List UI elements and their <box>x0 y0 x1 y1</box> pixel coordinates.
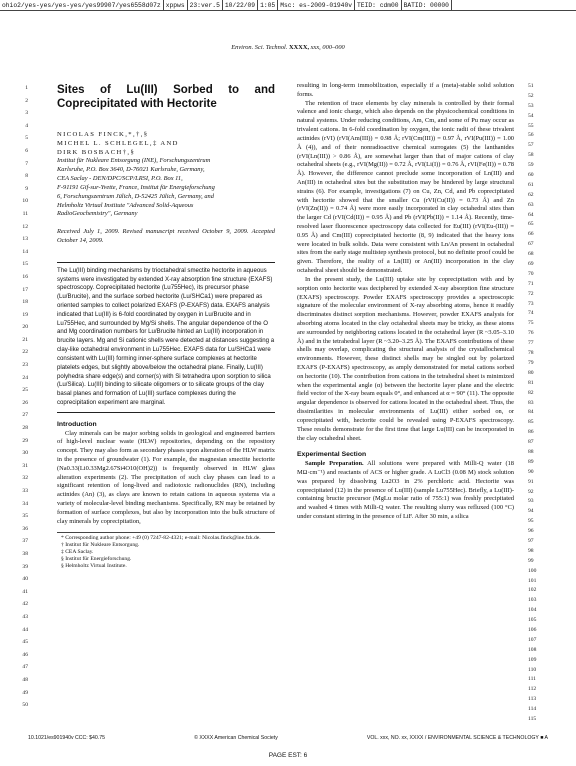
line-number: 5 <box>25 135 28 142</box>
line-number: 16 <box>22 273 28 280</box>
line-number: 67 <box>528 241 534 248</box>
line-number: 20 <box>22 324 28 331</box>
right-column <box>297 82 514 522</box>
author-list <box>57 131 275 157</box>
line-number: 111 <box>528 676 536 683</box>
line-number: 1 <box>25 85 28 91</box>
line-number: 87 <box>528 439 534 446</box>
line-number: 21 <box>22 336 28 343</box>
affiliation-line: RadioGeochemistry", Germany <box>57 210 138 218</box>
line-number: 42 <box>22 601 28 608</box>
line-number: 107 <box>528 636 537 643</box>
proof-header-cell: 1:05 <box>258 0 278 11</box>
line-number: 105 <box>528 617 537 624</box>
line-number: 27 <box>22 412 28 419</box>
line-number: 84 <box>528 409 534 416</box>
line-number: 101 <box>528 577 537 584</box>
line-numbers-right <box>528 82 544 725</box>
line-number: 23 <box>22 362 28 369</box>
line-number: 70 <box>528 270 534 277</box>
author-line: NICOLAS FINCK,*,†,§ <box>57 131 149 138</box>
line-number: 51 <box>528 83 534 89</box>
line-number: 54 <box>528 112 534 119</box>
line-number: 12 <box>22 223 28 230</box>
line-number: 104 <box>528 607 537 614</box>
proof-header-cell: 10/22/09 <box>223 0 258 11</box>
affiliation-line: 6, Forschungszentrum Jülich, D-52425 Jülich, Germany, and <box>57 192 214 200</box>
line-numbers-left <box>12 84 28 714</box>
line-number: 32 <box>22 475 28 482</box>
affiliation-line: Institut für Nukleare Entsorgung (INE), Forschungszentrum <box>57 157 211 165</box>
line-number: 45 <box>22 639 28 646</box>
line-number: 85 <box>528 419 534 426</box>
line-number: 74 <box>528 310 534 317</box>
line-number: 7 <box>25 160 28 167</box>
proof-header-cell: xppws <box>164 0 188 11</box>
footnote: § Institut für Energieforschung. <box>61 555 132 562</box>
line-number: 68 <box>528 251 534 258</box>
line-number: 79 <box>528 359 534 366</box>
line-number: 18 <box>22 299 28 306</box>
proof-header-bar <box>0 0 576 11</box>
line-number: 31 <box>22 462 28 469</box>
line-number: 93 <box>528 498 534 505</box>
journal-name: Environ. Sci. Technol. <box>231 44 288 51</box>
line-number: 48 <box>22 676 28 683</box>
author-line: DIRK BOSBACH†,§ <box>57 148 136 156</box>
line-number: 34 <box>22 500 28 507</box>
proof-header-cell: 23:ver.5 <box>188 0 223 11</box>
affiliation-line: F-91191 Gif-sur-Yvette, France, Institut für Energieforschung <box>57 183 215 191</box>
line-number: 71 <box>528 280 534 287</box>
line-number: 26 <box>22 399 28 406</box>
experimental-paragraph <box>297 460 514 522</box>
line-number: 113 <box>528 696 537 703</box>
line-number: 108 <box>528 646 537 653</box>
line-number: 2 <box>25 97 28 104</box>
running-head <box>0 44 576 51</box>
line-number: 69 <box>528 261 534 268</box>
line-number: 72 <box>528 290 534 297</box>
line-number: 15 <box>22 261 28 268</box>
page-estimate: PAGE EST: 6 <box>268 752 308 759</box>
line-number: 46 <box>22 651 28 658</box>
body-paragraph: In the present study, the Lu(III) uptake site by coprecipitation with and by sorption onto hectorite was deciphered by extended X-ray absorption fine structure (EXAFS) spectroscopy. Powder EXAFS spectroscopy provides a spectroscopic signature of the molecular environment of X-ray absorbing atoms, hence it readily discriminates distinct sorption mechanisms. However, powder EXAFS analysis for absorbing atoms located in the clay octahedral sheets may be tricky, as these atoms are surrounded by neighboring cations located in the octahedral layer (R ~3.05–3.10 Å) and in the tetrahedral layer (R ~3.20–3.25 Å). The EXAFS contributions of these shells may overlap, complicating the structural analysis of the crystallochemical environments. However, these distinct shells may be singled out by polarized EXAFS (P-EXAFS) spectroscopy, as amply demonstrated for metal cations sorbed on hectorite (10). The contribution from cations in the tetrahedral sheet is minimized when the experimental angle (α) between the hectorite layer plane and the electric field vector of the X-ray beam equals 0°, and enhanced at α = 90° (11). The opposite angular dependence is observed for cations located in the octahedral sheet. Thus, the dissimilarities in molecular environments of Lu(III) either sorbed on, or coprecipitated with, hectorite could be revealed using P-EXAFS spectroscopy. These results demonstrate for the first time that large Lu(III) can be incorporated in the clay octahedral sheet. <box>297 275 514 442</box>
line-number: 115 <box>528 716 537 722</box>
run-in-heading: Sample Preparation. <box>305 460 364 468</box>
line-number: 90 <box>528 468 534 475</box>
page-footer <box>28 735 548 741</box>
received-dates: Received July 1, 2009. Revised manuscript received October 9, 2009. Accepted October 14, 2009. <box>57 228 275 244</box>
line-number: 35 <box>22 513 28 520</box>
line-number: 44 <box>22 626 28 633</box>
line-number: 3 <box>25 110 28 117</box>
line-number: 106 <box>528 626 537 633</box>
line-number: 63 <box>528 201 534 208</box>
journal-volume: XXXX, <box>289 44 310 51</box>
abstract: The Lu(III) binding mechanisms by trioctahedral smectite hectorite in aqueous systems were investigated by extended X-ray absorption fine structure (EXAFS) spectroscopy. Coprecipitated hectorite (Lu755Hec), its precursor phase (Lu/Brucite), and the surface sorbed hectorite (Lu/SHCa1) were prepared as oriented samples to collect polarized EXAFS (P-EXAFS) data. EXAFS analysis indicated that Lu(III) is 6-fold coordinated by oxygen in Lu/Brucite and in Lu755Hec, and surrounded by Mg/Si shells. The angular dependence of the O and Mg coordination numbers for Lu/Brucite hinted an Lu(III) incorporation in brucite layers. Mg and Si cationic shells were detected at distances suggesting a clay-like octahedral environment in Lu755Hec. EXAFS data for Lu/SHCa1 were consistent with Lu(III) forming inner-sphere surface complexes at hectorite platelets edges, but slightly above/below the octahedral plane. Finally, Lu(III) polyhedra share edge(s) and corner(s) with Si tetrahedra upon sorption to silica (Lu/Silica). Lu(III) binding to silicate oligomers or to silicate groups of the clay basal planes and formation of Lu(III) surface complexes during the coprecipitation experiment are marginal. <box>57 262 275 413</box>
experimental-text: All solutions were prepared with Milli-Q water (18 MΩ·cm⁻¹) and reactants of ACS or higher grade. A LuCl3 (0.08 M) stock solution was prepared by dissolving Lu2O3 in 2% perchloric acid. Hectorite was coprecipitated (12) in the presence of Lu(III) (sample Lu755Hec). Briefly, a Lu(III)-containing brucite precursor (MgLu molar ratio of 755:1) was freshly precipitated and washed 4 times with Milli-Q water. The resulting slurry was refluxed (100 °C) under constant stirring in the presence of LiF. After 30 min, a silica <box>297 460 514 520</box>
footnote: § Helmholtz Virtual Institute. <box>61 562 127 569</box>
line-number: 57 <box>528 142 534 149</box>
line-number: 40 <box>22 576 28 583</box>
line-number: 114 <box>528 706 537 713</box>
line-number: 65 <box>528 221 534 228</box>
line-number: 22 <box>22 349 28 356</box>
footnote: * Corresponding author phone: +49 (0) 7247-82-4321; e-mail: Nicolas.finck@ine.fzk.de. <box>61 534 261 541</box>
affiliations <box>57 157 275 219</box>
line-number: 38 <box>22 550 28 557</box>
line-number: 52 <box>528 92 534 99</box>
line-number: 62 <box>528 191 534 198</box>
line-number: 47 <box>22 664 28 671</box>
line-number: 60 <box>528 172 534 179</box>
line-number: 110 <box>528 666 537 673</box>
footnote: † Institut für Nukleare Entsorgung. <box>61 541 140 548</box>
line-number: 103 <box>528 597 537 604</box>
line-number: 61 <box>528 181 534 188</box>
proof-header-cell: BATID: 00000 <box>402 0 452 11</box>
line-number: 102 <box>528 587 537 594</box>
line-number: 25 <box>22 387 28 394</box>
line-number: 58 <box>528 152 534 159</box>
line-number: 77 <box>528 340 534 347</box>
line-number: 99 <box>528 557 534 564</box>
footer-copyright: © XXXX American Chemical Society <box>194 735 278 741</box>
line-number: 17 <box>22 286 28 293</box>
line-number: 24 <box>22 374 28 381</box>
line-number: 10 <box>22 198 28 205</box>
line-number: 28 <box>22 425 28 432</box>
line-number: 41 <box>22 588 28 595</box>
footer-journal-ref: VOL. xxx, NO. xx, XXXX / ENVIRONMENTAL SCIENCE & TECHNOLOGY ■ A <box>366 735 548 741</box>
line-number: 13 <box>22 236 28 243</box>
line-number: 81 <box>528 379 534 386</box>
line-number: 109 <box>528 656 537 663</box>
line-number: 94 <box>528 508 534 515</box>
line-number: 43 <box>22 613 28 620</box>
experimental-heading: Experimental Section <box>297 451 367 459</box>
body-paragraph: The retention of trace elements by clay minerals is controlled by their formal valence and ionic charge, which also depends on the physicochemical conditions in natural systems. Under reducing conditions, Am, Cm, and some of Pu may occur as trivalent cations. In 6-fold coordination by oxygen, the ionic radii of these trivalent actinides (rVI) (rVI(Am(III)) = 0.98 Å; rVI(Cm(III)) = 0.97 Å, rVI(Pu(III)) = 1.00 Å (4)), and of their nonradioactive chemical surrogates (5) the lanthanides (rVI(Ln(III)) > 0.86 Å), are somewhat larger than that of major cations of clay octahedral sheets (e.g., rVI(Mg(II)) = 0.72 Å, rVI(Li(I)) = 0.76 Å, rVI(Fe(II)) = 0.78 Å). However, the difference cannot preclude some incorporation of Ln(III) and An(III) in octahedral sites but the substitution may be hindered by large structural strains (6). For example, investigations (7) on Cu, Zn, Cd, and Pb coprecipitated with hectorite showed that the smaller Cu (rVI(Cu(II)) = 0.73 Å) and Zn (rVI(Zn(II)) = 0.74 Å) were more easily incorporated in clay octahedral sites than the larger Cd (rVI(Cd(II)) = 0.95 Å) and Pb (rVI(Pb(II)) = 1.14 Å). Recently, time-resolved laser fluorescence spectroscopy data collected for Eu(III) (rVI(Eu-(III)) = 0.95 Å) and Cm(III) coprecipitated hectorite (8, 9) indicated that the heavy ions were located in bulk solids. Data were consistent with Ln/An present in octahedral sites from the early stage multistep synthesis protocol, but no definite proof could be given. Therefore, the reality of a Ln(III) or An(III) incorporation in the clay octahedral sheet should be demonstrated. <box>297 99 514 275</box>
line-number: 55 <box>528 122 534 129</box>
footnote: ‡ CEA Saclay. <box>61 548 94 555</box>
left-column <box>57 82 275 570</box>
line-number: 53 <box>528 102 534 109</box>
proof-header-cell: Msc: es-2009-01940v <box>278 0 355 11</box>
author-line: MICHEL L. SCHLEGEL,‡ AND <box>57 139 179 147</box>
line-number: 14 <box>22 248 28 255</box>
affiliation-line: Helmholtz Virtual Institute "Advanced Solid-Aqueous <box>57 201 194 209</box>
footnotes <box>57 532 275 570</box>
line-number: 49 <box>22 689 28 696</box>
affiliation-line: CEA Saclay - DEN/DPC/SCP/LRSI, P.O. Box 11, <box>57 175 183 183</box>
line-number: 89 <box>528 458 534 465</box>
line-number: 59 <box>528 162 534 169</box>
line-number: 100 <box>528 567 537 574</box>
line-number: 11 <box>22 210 28 217</box>
line-number: 19 <box>22 311 28 318</box>
line-number: 76 <box>528 330 534 337</box>
line-number: 39 <box>22 563 28 570</box>
line-number: 9 <box>25 185 28 192</box>
line-number: 6 <box>25 147 28 154</box>
introduction-paragraph: Clay minerals can be major sorbing solids in geological and engineered barriers of high-level nuclear waste (HLW) repositories, depending on the repository concept. They may also form as secondary phases upon alteration of the HLW matrix in the presence of groundwater (1). For example, the magnesian smectite hectorite (Na0.33(Li0.33Mg2.67Si4O10(OH)2)) is frequently observed in HLW glass alteration experiments (2). The precipitation of such clay phases can lead to a significant retention of long-lived and radiotoxic radionuclides (RN), including actinides (An) (3), as clays are known to retain cations in aqueous systems via a variety of molecular-level binding mechanisms. Specifically, RN may be retained by formation of surface complexes, but also by incorporation into the bulk structure of clay minerals by coprecipitation, <box>57 429 275 525</box>
line-number: 29 <box>22 437 28 444</box>
line-number: 4 <box>25 122 28 129</box>
line-number: 88 <box>528 448 534 455</box>
introduction-heading: Introduction <box>57 420 97 428</box>
line-number: 82 <box>528 389 534 396</box>
footer-doi: 10.1021/es901940v CCC: $40.75 <box>28 735 106 741</box>
line-number: 30 <box>22 450 28 457</box>
line-number: 37 <box>22 538 28 545</box>
line-number: 98 <box>528 547 534 554</box>
line-number: 75 <box>528 320 534 327</box>
line-number: 91 <box>528 478 534 485</box>
affiliation-line: Karlsruhe, P.O. Box 3640, D-76021 Karlsruhe, Germany, <box>57 166 205 174</box>
line-number: 50 <box>22 702 28 709</box>
line-number: 80 <box>528 369 534 376</box>
line-number: 86 <box>528 429 534 436</box>
journal-pages: xxx, 000–000 <box>310 44 345 51</box>
line-number: 64 <box>528 211 534 218</box>
line-number: 96 <box>528 528 534 535</box>
article-title: Sites of Lu(III) Sorbed to and Coprecipitated with Hectorite <box>57 84 275 110</box>
proof-header-cell: ohio2/yes-yes/yes-yes/yes99907/yes6558d07z <box>0 0 164 11</box>
line-number: 56 <box>528 132 534 139</box>
line-number: 83 <box>528 399 534 406</box>
line-number: 66 <box>528 231 534 238</box>
line-number: 33 <box>22 488 28 494</box>
line-number: 73 <box>528 300 534 307</box>
line-number: 95 <box>528 518 534 525</box>
line-number: 112 <box>528 686 537 693</box>
proof-header-cell: TEID: cdm00 <box>355 0 402 11</box>
line-number: 97 <box>528 537 534 544</box>
line-number: 78 <box>528 350 534 357</box>
body-paragraph: resulting in long-term immobilization, especially if a (meta)-stable solid solution forms. <box>297 82 514 98</box>
line-number: 8 <box>25 173 28 180</box>
line-number: 36 <box>22 525 28 532</box>
line-number: 92 <box>528 488 534 495</box>
